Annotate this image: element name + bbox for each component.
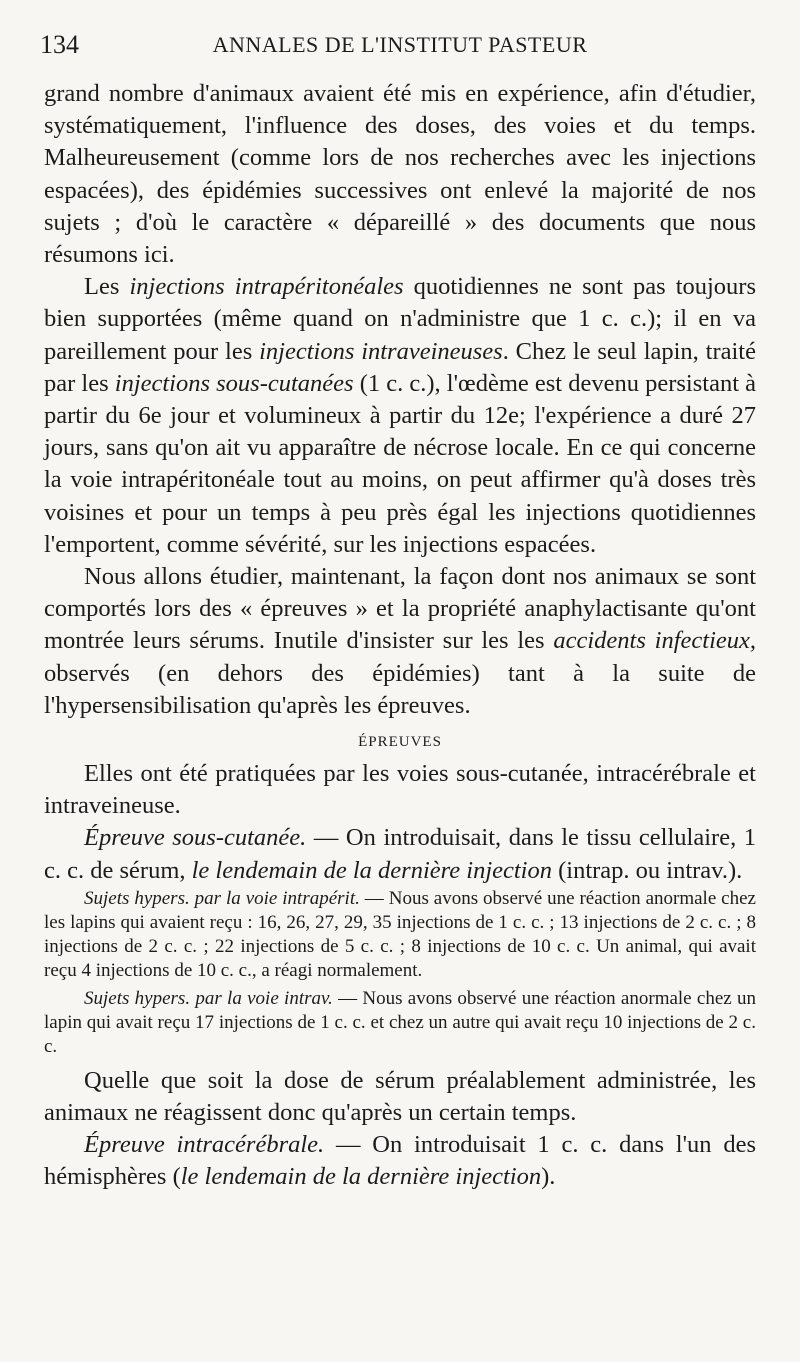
text-run: (intrap. ou intrav.).	[551, 856, 743, 884]
text-run: Les	[84, 273, 130, 301]
paragraph: Quelle que soit la dose de sérum préalablement administrée, les animaux ne réagissent donc qu'après un certain temps.	[44, 1066, 756, 1127]
italic-run: Épreuve sous-cutanée.	[84, 824, 307, 852]
text-run: — On introduisait, dans le tissu cellulaire, 1 c. c. de sérum,	[44, 824, 756, 884]
paragraph: grand nombre d'animaux avaient été mis en expérience, afin d'étudier, systématiquement, l'influence des doses, des voies et du temps. Malheureusement (comme lors de nos recherches avec les injections espacées), des épidémies successives ont enlevé la majorité de nos sujets ; d'où le caractère « dépareillé » des documents que nous résumons ici.	[44, 80, 756, 269]
text-run: — Nous avons observé une réaction anormale chez un lapin qui avait reçu 17 injections de 1 c. c. et chez un autre qui avait reçu 10 injections de 2 c. c.	[44, 987, 756, 1057]
italic-run: Sujets hypers. par la voie intrav.	[84, 987, 333, 1009]
italic-run: injections intraveineuses	[259, 337, 503, 365]
text-run: — Nous avons observé une réaction anormale chez les lapins qui avaient reçu : 16, 26, 27, 29, 35 injections de 1 c. c. ; 13 injections de 2 c. c. ; 8 injections de 2 c. c. ; 22 injections de 5 c. c. ; 8 injections de 10 c. c. Un animal, qui avait reçu 4 injections de 10 c. c., a réagi normalement.	[44, 887, 756, 981]
text-run: — On introduisait 1 c. c. dans l'un des hémisphères (	[44, 1131, 756, 1191]
italic-run: le lendemain de la dernière injection	[180, 1163, 542, 1191]
section-title: ÉPREUVES	[358, 734, 442, 751]
text-run: ).	[541, 1163, 556, 1191]
italic-run: injections sous-cutanées	[114, 369, 354, 397]
paragraph	[44, 1129, 756, 1193]
paragraph: Elles ont été pratiquées par les voies sous-cutanée, intracérébrale et intraveineuse.	[44, 760, 756, 820]
paragraph	[44, 561, 756, 722]
note-paragraph	[44, 887, 756, 983]
text-run: quotidiennes ne sont pas toujours bien supportées (même quand on n'administre que 1 c. c.); il en va pareillement pour les	[44, 273, 757, 365]
paragraph	[44, 822, 756, 886]
text-run: . Chez le seul lapin, traité par les	[44, 337, 756, 397]
italic-run: injections intrapéritonéales	[129, 273, 404, 301]
text-run: (1 c. c.), l'œdème est devenu persistant à partir du 6e jour et volumineux à partir du 12e; l'expérience a duré 27 jours, sans qu'on ait vu apparaître de nécrose locale. En ce qui concerne la voie intrapéritonéale tout au moins, on peut affirmer qu'à doses très voisines et pour un temps à peu près égal les injections quotidiennes l'emportent, comme sévérité, sur les injections espacées.	[44, 369, 757, 558]
page-number: 134	[40, 30, 79, 59]
text-run: Nous allons étudier, maintenant, la façon dont nos animaux se sont comportés lors des « épreuves » et la propriété anaphylactisante qu'ont montrée leurs sérums. Inutile d'insister sur les les	[44, 563, 756, 655]
italic-run: Épreuve intracérébrale.	[84, 1131, 325, 1159]
page-header	[40, 30, 760, 66]
note-paragraph	[44, 987, 756, 1059]
italic-run: Sujets hypers. par la voie intrapérit.	[84, 887, 360, 909]
italic-run: accidents infectieux,	[553, 627, 756, 655]
text-run: observés (en dehors des épidémies) tant à la suite de l'hypersensibilisation qu'après les épreuves.	[44, 659, 756, 719]
running-title: ANNALES DE L'INSTITUT PASTEUR	[212, 32, 588, 57]
paragraph	[44, 271, 756, 561]
italic-run: le lendemain de la dernière injection	[191, 856, 552, 884]
page-body	[44, 78, 756, 1194]
